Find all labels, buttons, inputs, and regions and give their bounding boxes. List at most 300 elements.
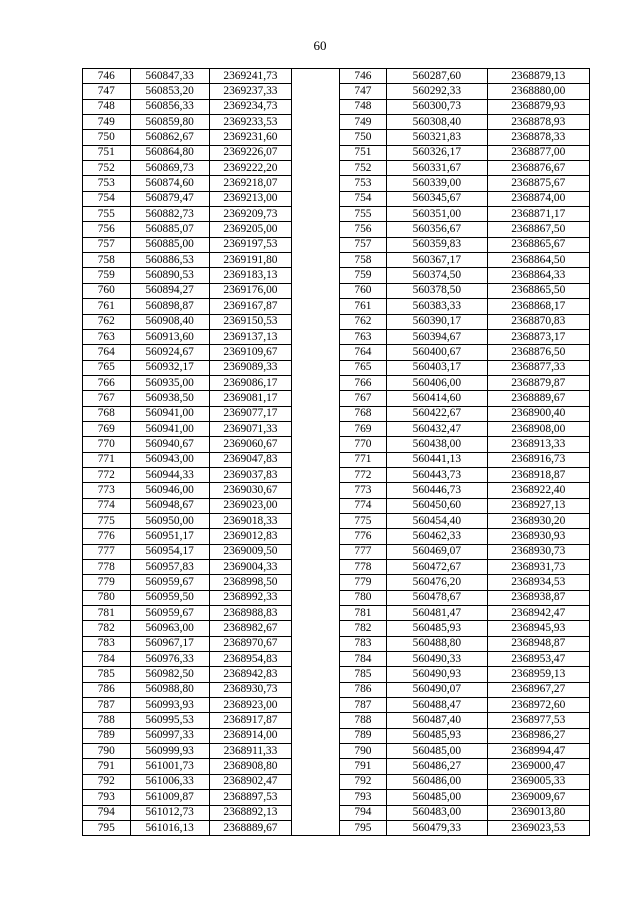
right-x-coordinate-cell: 560308,40 xyxy=(387,115,487,130)
right-x-coordinate-cell: 560345,67 xyxy=(387,191,487,206)
right-y-coordinate-cell: 2368916,73 xyxy=(487,452,589,467)
column-gap xyxy=(292,237,340,252)
right-x-coordinate-cell: 560469,07 xyxy=(387,544,487,559)
column-gap xyxy=(292,467,340,482)
left-point-number-cell: 793 xyxy=(83,790,131,805)
left-point-number-cell: 784 xyxy=(83,652,131,667)
right-point-number-cell: 761 xyxy=(339,299,387,314)
column-gap xyxy=(292,115,340,130)
right-point-number-cell: 749 xyxy=(339,115,387,130)
right-y-coordinate-cell: 2368945,93 xyxy=(487,621,589,636)
left-x-coordinate-cell: 560874,60 xyxy=(130,176,209,191)
right-point-number-cell: 776 xyxy=(339,529,387,544)
right-point-number-cell: 763 xyxy=(339,329,387,344)
table-row xyxy=(83,698,590,713)
left-y-coordinate-cell: 2368917,87 xyxy=(209,713,291,728)
left-y-coordinate-cell: 2369183,13 xyxy=(209,268,291,283)
table-row xyxy=(83,790,590,805)
left-point-number-cell: 780 xyxy=(83,590,131,605)
left-x-coordinate-cell: 560982,50 xyxy=(130,667,209,682)
column-gap xyxy=(292,329,340,344)
right-y-coordinate-cell: 2368877,00 xyxy=(487,145,589,160)
right-point-number-cell: 778 xyxy=(339,560,387,575)
left-x-coordinate-cell: 560935,00 xyxy=(130,375,209,390)
right-y-coordinate-cell: 2368874,00 xyxy=(487,191,589,206)
right-y-coordinate-cell: 2368953,47 xyxy=(487,652,589,667)
table-row xyxy=(83,191,590,206)
table-row xyxy=(83,299,590,314)
left-point-number-cell: 756 xyxy=(83,222,131,237)
left-point-number-cell: 787 xyxy=(83,698,131,713)
column-gap xyxy=(292,544,340,559)
left-point-number-cell: 790 xyxy=(83,744,131,759)
right-y-coordinate-cell: 2368930,73 xyxy=(487,544,589,559)
left-x-coordinate-cell: 560976,33 xyxy=(130,652,209,667)
left-y-coordinate-cell: 2369234,73 xyxy=(209,99,291,114)
column-gap xyxy=(292,176,340,191)
column-gap xyxy=(292,84,340,99)
right-point-number-cell: 780 xyxy=(339,590,387,605)
table-row xyxy=(83,176,590,191)
right-point-number-cell: 793 xyxy=(339,790,387,805)
right-y-coordinate-cell: 2368873,17 xyxy=(487,329,589,344)
right-y-coordinate-cell: 2368879,13 xyxy=(487,69,589,84)
left-point-number-cell: 763 xyxy=(83,329,131,344)
left-y-coordinate-cell: 2369089,33 xyxy=(209,360,291,375)
left-y-coordinate-cell: 2368942,83 xyxy=(209,667,291,682)
left-point-number-cell: 753 xyxy=(83,176,131,191)
table-row xyxy=(83,130,590,145)
right-y-coordinate-cell: 2368878,93 xyxy=(487,115,589,130)
column-gap xyxy=(292,606,340,621)
left-y-coordinate-cell: 2368930,73 xyxy=(209,682,291,697)
right-point-number-cell: 775 xyxy=(339,513,387,528)
table-row xyxy=(83,529,590,544)
left-x-coordinate-cell: 560999,93 xyxy=(130,744,209,759)
left-point-number-cell: 781 xyxy=(83,606,131,621)
right-x-coordinate-cell: 560472,67 xyxy=(387,560,487,575)
column-gap xyxy=(292,130,340,145)
table-row xyxy=(83,652,590,667)
left-x-coordinate-cell: 560859,80 xyxy=(130,115,209,130)
left-point-number-cell: 779 xyxy=(83,575,131,590)
right-point-number-cell: 771 xyxy=(339,452,387,467)
right-y-coordinate-cell: 2368871,17 xyxy=(487,207,589,222)
table-row xyxy=(83,820,590,835)
table-row xyxy=(83,375,590,390)
right-y-coordinate-cell: 2368942,47 xyxy=(487,606,589,621)
right-point-number-cell: 746 xyxy=(339,69,387,84)
table-row xyxy=(83,621,590,636)
right-x-coordinate-cell: 560414,60 xyxy=(387,391,487,406)
right-x-coordinate-cell: 560321,83 xyxy=(387,130,487,145)
right-point-number-cell: 788 xyxy=(339,713,387,728)
table-row xyxy=(83,391,590,406)
table-row xyxy=(83,222,590,237)
left-x-coordinate-cell: 560941,00 xyxy=(130,406,209,421)
column-gap xyxy=(292,652,340,667)
left-y-coordinate-cell: 2369197,53 xyxy=(209,237,291,252)
right-y-coordinate-cell: 2368994,47 xyxy=(487,744,589,759)
right-point-number-cell: 759 xyxy=(339,268,387,283)
table-row xyxy=(83,590,590,605)
right-y-coordinate-cell: 2368967,27 xyxy=(487,682,589,697)
table-row xyxy=(83,161,590,176)
right-point-number-cell: 769 xyxy=(339,421,387,436)
right-point-number-cell: 774 xyxy=(339,498,387,513)
table-row xyxy=(83,467,590,482)
left-point-number-cell: 772 xyxy=(83,467,131,482)
left-x-coordinate-cell: 560847,33 xyxy=(130,69,209,84)
left-y-coordinate-cell: 2369137,13 xyxy=(209,329,291,344)
left-x-coordinate-cell: 560946,00 xyxy=(130,483,209,498)
right-point-number-cell: 787 xyxy=(339,698,387,713)
table-row xyxy=(83,513,590,528)
left-y-coordinate-cell: 2368914,00 xyxy=(209,728,291,743)
left-point-number-cell: 791 xyxy=(83,759,131,774)
right-y-coordinate-cell: 2368948,87 xyxy=(487,636,589,651)
left-x-coordinate-cell: 560886,53 xyxy=(130,253,209,268)
right-point-number-cell: 756 xyxy=(339,222,387,237)
left-y-coordinate-cell: 2369023,00 xyxy=(209,498,291,513)
right-y-coordinate-cell: 2369023,53 xyxy=(487,820,589,835)
left-x-coordinate-cell: 560988,80 xyxy=(130,682,209,697)
left-x-coordinate-cell: 560913,60 xyxy=(130,329,209,344)
table-row xyxy=(83,283,590,298)
left-y-coordinate-cell: 2369150,53 xyxy=(209,314,291,329)
column-gap xyxy=(292,560,340,575)
left-y-coordinate-cell: 2369009,50 xyxy=(209,544,291,559)
right-x-coordinate-cell: 560432,47 xyxy=(387,421,487,436)
right-y-coordinate-cell: 2368879,87 xyxy=(487,375,589,390)
left-x-coordinate-cell: 560908,40 xyxy=(130,314,209,329)
left-point-number-cell: 769 xyxy=(83,421,131,436)
right-point-number-cell: 783 xyxy=(339,636,387,651)
left-point-number-cell: 777 xyxy=(83,544,131,559)
left-y-coordinate-cell: 2369109,67 xyxy=(209,345,291,360)
left-x-coordinate-cell: 560944,33 xyxy=(130,467,209,482)
left-y-coordinate-cell: 2369222,20 xyxy=(209,161,291,176)
left-y-coordinate-cell: 2369233,53 xyxy=(209,115,291,130)
right-y-coordinate-cell: 2368879,93 xyxy=(487,99,589,114)
column-gap xyxy=(292,529,340,544)
table-row xyxy=(83,253,590,268)
left-point-number-cell: 771 xyxy=(83,452,131,467)
right-point-number-cell: 785 xyxy=(339,667,387,682)
right-y-coordinate-cell: 2368876,50 xyxy=(487,345,589,360)
right-x-coordinate-cell: 560383,33 xyxy=(387,299,487,314)
table-row xyxy=(83,544,590,559)
right-x-coordinate-cell: 560476,20 xyxy=(387,575,487,590)
page-number: 60 xyxy=(313,38,327,53)
left-y-coordinate-cell: 2368902,47 xyxy=(209,774,291,789)
column-gap xyxy=(292,207,340,222)
column-gap xyxy=(292,314,340,329)
table-row xyxy=(83,237,590,252)
left-point-number-cell: 761 xyxy=(83,299,131,314)
right-point-number-cell: 790 xyxy=(339,744,387,759)
right-y-coordinate-cell: 2369005,33 xyxy=(487,774,589,789)
left-point-number-cell: 782 xyxy=(83,621,131,636)
left-point-number-cell: 792 xyxy=(83,774,131,789)
left-x-coordinate-cell: 560951,17 xyxy=(130,529,209,544)
right-x-coordinate-cell: 560422,67 xyxy=(387,406,487,421)
column-gap xyxy=(292,621,340,636)
left-point-number-cell: 788 xyxy=(83,713,131,728)
left-point-number-cell: 757 xyxy=(83,237,131,252)
column-gap xyxy=(292,483,340,498)
right-y-coordinate-cell: 2368977,53 xyxy=(487,713,589,728)
table-row xyxy=(83,682,590,697)
left-point-number-cell: 752 xyxy=(83,161,131,176)
column-gap xyxy=(292,820,340,835)
column-gap xyxy=(292,299,340,314)
right-point-number-cell: 748 xyxy=(339,99,387,114)
right-x-coordinate-cell: 560400,67 xyxy=(387,345,487,360)
table-row xyxy=(83,452,590,467)
table-row xyxy=(83,560,590,575)
left-y-coordinate-cell: 2368982,67 xyxy=(209,621,291,636)
right-x-coordinate-cell: 560394,67 xyxy=(387,329,487,344)
column-gap xyxy=(292,406,340,421)
right-y-coordinate-cell: 2368868,17 xyxy=(487,299,589,314)
left-y-coordinate-cell: 2369037,83 xyxy=(209,467,291,482)
table-row xyxy=(83,483,590,498)
left-y-coordinate-cell: 2368892,13 xyxy=(209,805,291,820)
left-point-number-cell: 750 xyxy=(83,130,131,145)
right-y-coordinate-cell: 2369013,80 xyxy=(487,805,589,820)
table-row xyxy=(83,759,590,774)
left-point-number-cell: 759 xyxy=(83,268,131,283)
table-row xyxy=(83,268,590,283)
right-x-coordinate-cell: 560478,67 xyxy=(387,590,487,605)
table-row xyxy=(83,636,590,651)
left-point-number-cell: 774 xyxy=(83,498,131,513)
right-point-number-cell: 751 xyxy=(339,145,387,160)
right-point-number-cell: 750 xyxy=(339,130,387,145)
right-x-coordinate-cell: 560406,00 xyxy=(387,375,487,390)
right-point-number-cell: 789 xyxy=(339,728,387,743)
column-gap xyxy=(292,805,340,820)
left-point-number-cell: 786 xyxy=(83,682,131,697)
right-point-number-cell: 753 xyxy=(339,176,387,191)
right-y-coordinate-cell: 2368972,60 xyxy=(487,698,589,713)
right-y-coordinate-cell: 2368930,93 xyxy=(487,529,589,544)
column-gap xyxy=(292,744,340,759)
left-x-coordinate-cell: 560882,73 xyxy=(130,207,209,222)
column-gap xyxy=(292,69,340,84)
table-row xyxy=(83,498,590,513)
column-gap xyxy=(292,145,340,160)
left-y-coordinate-cell: 2369060,67 xyxy=(209,437,291,452)
table-row xyxy=(83,437,590,452)
right-y-coordinate-cell: 2368934,53 xyxy=(487,575,589,590)
column-gap xyxy=(292,268,340,283)
column-gap xyxy=(292,99,340,114)
table-row xyxy=(83,84,590,99)
column-gap xyxy=(292,698,340,713)
right-point-number-cell: 757 xyxy=(339,237,387,252)
table-row xyxy=(83,69,590,84)
right-x-coordinate-cell: 560490,07 xyxy=(387,682,487,697)
column-gap xyxy=(292,774,340,789)
table-row xyxy=(83,421,590,436)
left-y-coordinate-cell: 2369231,60 xyxy=(209,130,291,145)
right-x-coordinate-cell: 560446,73 xyxy=(387,483,487,498)
table-row xyxy=(83,329,590,344)
left-x-coordinate-cell: 561012,73 xyxy=(130,805,209,820)
column-gap xyxy=(292,191,340,206)
left-y-coordinate-cell: 2369205,00 xyxy=(209,222,291,237)
left-point-number-cell: 785 xyxy=(83,667,131,682)
column-gap xyxy=(292,667,340,682)
left-x-coordinate-cell: 560898,87 xyxy=(130,299,209,314)
left-x-coordinate-cell: 560954,17 xyxy=(130,544,209,559)
left-point-number-cell: 751 xyxy=(83,145,131,160)
right-x-coordinate-cell: 560351,00 xyxy=(387,207,487,222)
right-point-number-cell: 765 xyxy=(339,360,387,375)
left-point-number-cell: 755 xyxy=(83,207,131,222)
left-x-coordinate-cell: 560959,67 xyxy=(130,575,209,590)
right-x-coordinate-cell: 560441,13 xyxy=(387,452,487,467)
left-x-coordinate-cell: 560864,80 xyxy=(130,145,209,160)
left-x-coordinate-cell: 560894,27 xyxy=(130,283,209,298)
right-point-number-cell: 754 xyxy=(339,191,387,206)
left-y-coordinate-cell: 2369077,17 xyxy=(209,406,291,421)
table-row xyxy=(83,115,590,130)
right-point-number-cell: 768 xyxy=(339,406,387,421)
right-point-number-cell: 782 xyxy=(339,621,387,636)
table-row xyxy=(83,606,590,621)
left-y-coordinate-cell: 2369191,80 xyxy=(209,253,291,268)
right-y-coordinate-cell: 2368876,67 xyxy=(487,161,589,176)
table-row xyxy=(83,314,590,329)
table-row xyxy=(83,360,590,375)
right-y-coordinate-cell: 2369009,67 xyxy=(487,790,589,805)
column-gap xyxy=(292,590,340,605)
column-gap xyxy=(292,437,340,452)
right-x-coordinate-cell: 560331,67 xyxy=(387,161,487,176)
left-x-coordinate-cell: 560885,07 xyxy=(130,222,209,237)
right-y-coordinate-cell: 2368864,33 xyxy=(487,268,589,283)
column-gap xyxy=(292,253,340,268)
left-x-coordinate-cell: 560879,47 xyxy=(130,191,209,206)
left-x-coordinate-cell: 560853,20 xyxy=(130,84,209,99)
right-x-coordinate-cell: 560485,93 xyxy=(387,728,487,743)
right-y-coordinate-cell: 2368908,00 xyxy=(487,421,589,436)
column-gap xyxy=(292,452,340,467)
column-gap xyxy=(292,360,340,375)
right-x-coordinate-cell: 560438,00 xyxy=(387,437,487,452)
left-y-coordinate-cell: 2368988,83 xyxy=(209,606,291,621)
column-gap xyxy=(292,161,340,176)
left-y-coordinate-cell: 2369167,87 xyxy=(209,299,291,314)
left-y-coordinate-cell: 2369012,83 xyxy=(209,529,291,544)
left-point-number-cell: 789 xyxy=(83,728,131,743)
left-x-coordinate-cell: 560890,53 xyxy=(130,268,209,283)
column-gap xyxy=(292,391,340,406)
right-x-coordinate-cell: 560359,83 xyxy=(387,237,487,252)
right-x-coordinate-cell: 560485,00 xyxy=(387,790,487,805)
right-y-coordinate-cell: 2368931,73 xyxy=(487,560,589,575)
left-y-coordinate-cell: 2369030,67 xyxy=(209,483,291,498)
right-point-number-cell: 752 xyxy=(339,161,387,176)
right-x-coordinate-cell: 560450,60 xyxy=(387,498,487,513)
right-point-number-cell: 762 xyxy=(339,314,387,329)
table-row xyxy=(83,805,590,820)
right-point-number-cell: 770 xyxy=(339,437,387,452)
left-y-coordinate-cell: 2369047,83 xyxy=(209,452,291,467)
left-point-number-cell: 758 xyxy=(83,253,131,268)
right-point-number-cell: 767 xyxy=(339,391,387,406)
left-point-number-cell: 748 xyxy=(83,99,131,114)
left-point-number-cell: 767 xyxy=(83,391,131,406)
right-point-number-cell: 772 xyxy=(339,467,387,482)
left-y-coordinate-cell: 2369004,33 xyxy=(209,560,291,575)
right-point-number-cell: 794 xyxy=(339,805,387,820)
table-row xyxy=(83,728,590,743)
left-point-number-cell: 746 xyxy=(83,69,131,84)
right-point-number-cell: 760 xyxy=(339,283,387,298)
right-point-number-cell: 758 xyxy=(339,253,387,268)
right-y-coordinate-cell: 2368986,27 xyxy=(487,728,589,743)
column-gap xyxy=(292,636,340,651)
left-y-coordinate-cell: 2369018,33 xyxy=(209,513,291,528)
right-x-coordinate-cell: 560443,73 xyxy=(387,467,487,482)
right-y-coordinate-cell: 2368880,00 xyxy=(487,84,589,99)
right-x-coordinate-cell: 560481,47 xyxy=(387,606,487,621)
right-point-number-cell: 786 xyxy=(339,682,387,697)
right-x-coordinate-cell: 560356,67 xyxy=(387,222,487,237)
right-point-number-cell: 792 xyxy=(339,774,387,789)
table-row xyxy=(83,667,590,682)
table-row xyxy=(83,207,590,222)
left-x-coordinate-cell: 561009,87 xyxy=(130,790,209,805)
right-y-coordinate-cell: 2368930,20 xyxy=(487,513,589,528)
right-point-number-cell: 784 xyxy=(339,652,387,667)
right-x-coordinate-cell: 560378,50 xyxy=(387,283,487,298)
left-point-number-cell: 770 xyxy=(83,437,131,452)
left-x-coordinate-cell: 560993,93 xyxy=(130,698,209,713)
right-y-coordinate-cell: 2368959,13 xyxy=(487,667,589,682)
right-point-number-cell: 773 xyxy=(339,483,387,498)
left-y-coordinate-cell: 2369218,07 xyxy=(209,176,291,191)
right-x-coordinate-cell: 560287,60 xyxy=(387,69,487,84)
table-row xyxy=(83,575,590,590)
right-point-number-cell: 791 xyxy=(339,759,387,774)
right-y-coordinate-cell: 2368877,33 xyxy=(487,360,589,375)
left-x-coordinate-cell: 560997,33 xyxy=(130,728,209,743)
right-point-number-cell: 766 xyxy=(339,375,387,390)
column-gap xyxy=(292,713,340,728)
column-gap xyxy=(292,790,340,805)
column-gap xyxy=(292,345,340,360)
right-x-coordinate-cell: 560490,33 xyxy=(387,652,487,667)
table-row xyxy=(83,713,590,728)
left-y-coordinate-cell: 2369241,73 xyxy=(209,69,291,84)
left-point-number-cell: 764 xyxy=(83,345,131,360)
right-y-coordinate-cell: 2368865,67 xyxy=(487,237,589,252)
right-x-coordinate-cell: 560488,47 xyxy=(387,698,487,713)
right-y-coordinate-cell: 2368878,33 xyxy=(487,130,589,145)
table-row xyxy=(83,99,590,114)
left-x-coordinate-cell: 560938,50 xyxy=(130,391,209,406)
right-point-number-cell: 755 xyxy=(339,207,387,222)
right-x-coordinate-cell: 560485,00 xyxy=(387,744,487,759)
left-y-coordinate-cell: 2369081,17 xyxy=(209,391,291,406)
right-x-coordinate-cell: 560390,17 xyxy=(387,314,487,329)
right-x-coordinate-cell: 560292,33 xyxy=(387,84,487,99)
